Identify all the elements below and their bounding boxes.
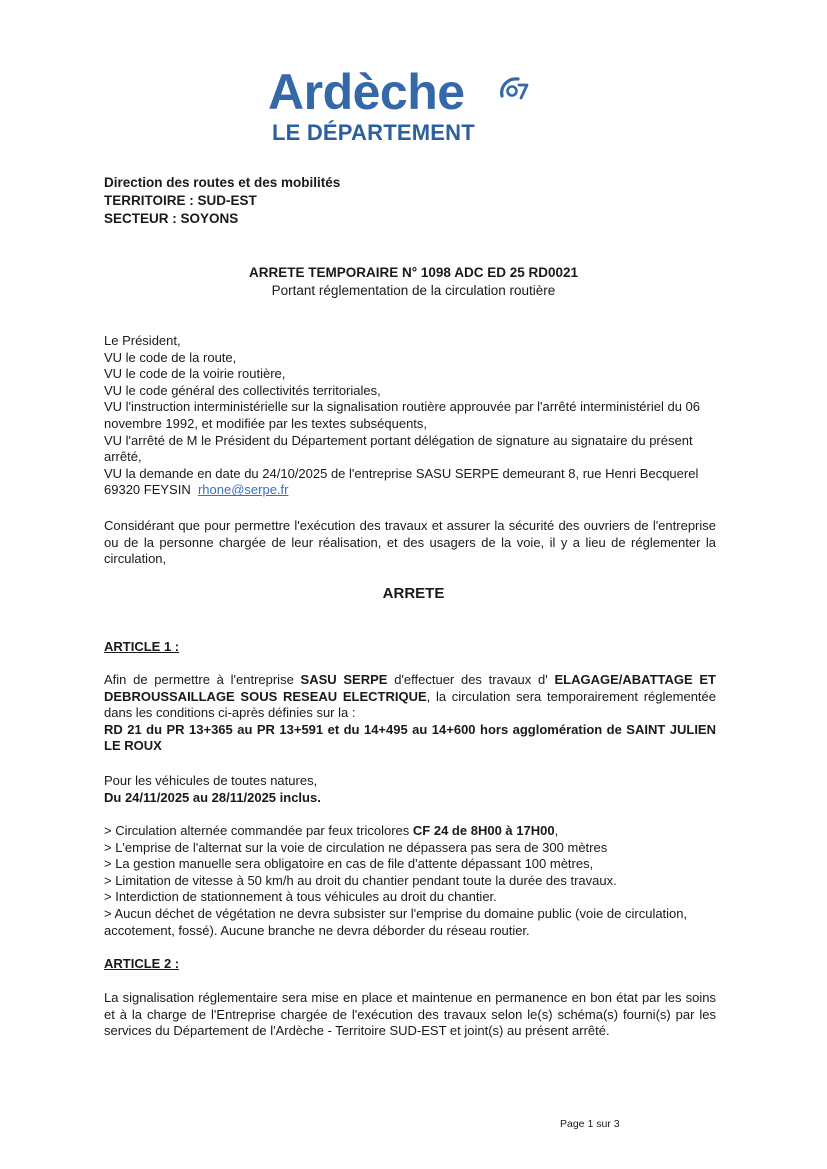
page-number: Page 1 sur 3 bbox=[560, 1118, 620, 1130]
ardeche-logo bbox=[268, 64, 548, 148]
service-header bbox=[104, 174, 340, 228]
list-item: > L'emprise de l'alternat sur la voie de circulation ne dépassera pas sera de 300 mètres bbox=[104, 839, 608, 855]
list-item: > Aucun déchet de végétation ne devra subsister sur l'emprise du domaine public (voie de circulation, accotement, fossé). Aucune branche ne devra déborder du réseau routier. bbox=[104, 905, 688, 938]
preamble bbox=[104, 333, 716, 499]
vu-line: VU le code de la route, bbox=[104, 349, 237, 365]
list-item: > La gestion manuelle sera obligatoire en cas de file d'attente dépassant 100 mètres, bbox=[104, 856, 594, 872]
article-2-title: ARTICLE 2 : bbox=[104, 956, 180, 971]
measure-bold: CF 24 de 8H00 à 17H00 bbox=[412, 823, 555, 838]
document-title bbox=[100, 264, 727, 300]
article-1-intro: Afin de permettre à l'entreprise bbox=[104, 672, 294, 687]
vehicles-block bbox=[104, 773, 321, 806]
article-2-body: La signalisation réglementaire sera mise en place et maintenue en permanence en bon état par les soins et à la charge de l'Entreprise chargée de l'exécution des travaux selon le(s) schéma(s) fourni(s) par les services du Département de l'Ardèche - Territoire SUD-EST et joint(s) au présent arrêté. bbox=[104, 990, 716, 1039]
article-1-body bbox=[104, 672, 716, 755]
direction-label: Direction des routes et des mobilités bbox=[104, 175, 341, 190]
vu-line-request bbox=[104, 466, 716, 499]
list-item bbox=[104, 823, 716, 840]
logo-name: Ardèche bbox=[268, 64, 465, 120]
article-1-intro-2: d'effectuer des travaux d' bbox=[394, 672, 548, 687]
measure-end: , bbox=[554, 823, 559, 838]
location: RD 21 du PR 13+365 au PR 13+591 et du 14+495 au 14+600 hors agglomération de SAINT JULIEN LE ROUX bbox=[104, 721, 716, 754]
company-name: SASU SERPE bbox=[300, 672, 388, 687]
logo-subtitle: LE DÉPARTEMENT bbox=[272, 120, 475, 145]
arrete-subject: Portant réglementation de la circulation routière bbox=[271, 283, 556, 298]
territoire-label: TERRITOIRE : SUD-EST bbox=[104, 193, 257, 208]
arrete-heading: ARRETE bbox=[382, 585, 445, 602]
president-line: Le Président, bbox=[104, 333, 181, 348]
vu-line: VU le code de la voirie routière, bbox=[104, 366, 286, 382]
list-item: > Limitation de vitesse à 50 km/h au droit du chantier pendant toute la durée des travaux. bbox=[104, 872, 617, 888]
arrete-number: ARRETE TEMPORAIRE N° 1098 ADC ED 25 RD0021 bbox=[249, 265, 578, 280]
measure-text: > Circulation alternée commandée par feux tricolores bbox=[104, 823, 410, 838]
secteur-label: SECTEUR : SOYONS bbox=[104, 211, 239, 226]
vu-line: VU le code général des collectivités territoriales, bbox=[104, 382, 381, 398]
considerant-paragraph: Considérant que pour permettre l'exécution des travaux et assurer la sécurité des ouvriers de l'entreprise ou de la personne chargée de leur réalisation, et des usagers de la voie, il y a lieu de réglementer la circulation, bbox=[104, 518, 716, 567]
list-item: > Interdiction de stationnement à tous véhicules au droit du chantier. bbox=[104, 889, 497, 905]
vehicles-line: Pour les véhicules de toutes natures, bbox=[104, 773, 318, 788]
article-1-intro-3: , la circulation sera temporairement réglementée dans les conditions ci-après définies sur la : bbox=[104, 688, 716, 721]
dates-line: Du 24/11/2025 au 28/11/2025 inclus. bbox=[104, 789, 321, 805]
article-1-title: ARTICLE 1 : bbox=[104, 639, 180, 654]
vu-line: VU l'arrêté de M le Président du Département portant délégation de signature au signataire du présent arrêté, bbox=[104, 432, 693, 465]
works-description: ELAGAGE/ABATTAGE ET DEBROUSSAILLAGE SOUS RESEAU ELECTRIQUE bbox=[104, 672, 716, 704]
request-text: VU la demande en date du 24/10/2025 de l'entreprise SASU SERPE demeurant 8, rue Henri Becquerel 69320 FEYSIN bbox=[104, 465, 699, 498]
measures-list bbox=[104, 823, 716, 939]
vu-line: VU l'instruction interministérielle sur la signalisation routière approuvée par l'arrêté interministériel du 06 novembre 1992, et modifiée par les textes subséquents, bbox=[104, 399, 701, 431]
email-link[interactable]: rhone@serpe.fr bbox=[197, 482, 289, 498]
department-number-icon bbox=[498, 76, 530, 102]
